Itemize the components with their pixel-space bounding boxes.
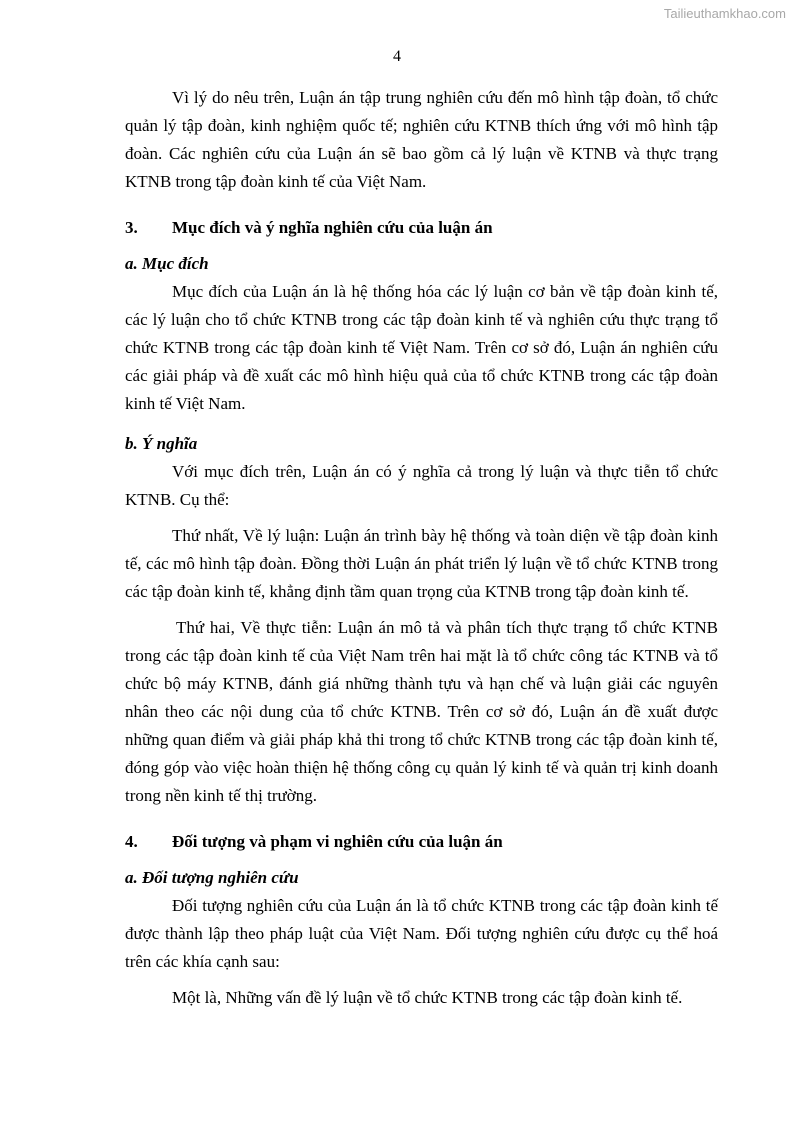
section-3b-second-paragraph: Thứ hai, Về thực tiễn: Luận án mô tả và phân tích thực trạng tổ chức KTNB trong các tập đoàn kinh tế của Việt Nam trên hai mặt là tổ chức công tác KTNB và tổ chức bộ máy KTNB, đánh giá những thành tựu và hạn chế và luận giải các nguyên nhân theo các nội dung của tổ chức KTNB. Trên cơ sở đó, Luận án đề xuất được những quan điểm và giải pháp khả thi trong tổ chức KTNB trong các tập đoàn kinh tế, đóng góp vào việc hoàn thiện hệ thống công cụ quản lý kinh tế và quản trị kinh doanh trong nền kinh tế thị trường. — [125, 618, 718, 805]
section-3a-paragraph: Mục đích của Luận án là hệ thống hóa các lý luận cơ bản về tập đoàn kinh tế, các lý luận cho tổ chức KTNB trong các tập đoàn kinh tế và nghiên cứu thực trạng tổ chức KTNB trong các tập đoàn kinh tế Việt Nam. Trên cơ sở đó, Luận án nghiên cứu các giải pháp và đề xuất các mô hình hiệu quả của tổ chức KTNB trong các tập đoàn kinh tế Việt Nam. — [125, 282, 718, 413]
intro-paragraph: Vì lý do nêu trên, Luận án tập trung nghiên cứu đến mô hình tập đoàn, tổ chức quản lý tập đoàn, kinh nghiệm quốc tế; nghiên cứu KTNB thích ứng với mô hình tập đoàn. Các nghiên cứu của Luận án sẽ bao gồm cả lý luận về KTNB và thực trạng KTNB trong tập đoàn kinh tế của Việt Nam. — [125, 88, 718, 191]
document-body — [125, 84, 718, 1012]
watermark: Tailieuthamkhao.com — [663, 6, 786, 21]
section-4a-item-1: Một là, Những vấn đề lý luận về tổ chức KTNB trong các tập đoàn kinh tế. — [172, 988, 683, 1007]
section-4-title: Đối tượng và phạm vi nghiên cứu của luận án — [172, 832, 503, 851]
section-3b-first-paragraph: Thứ nhất, Về lý luận: Luận án trình bày hệ thống và toàn diện về tập đoàn kinh tế, các mô hình tập đoàn. Đồng thời Luận án phát triển lý luận về tổ chức KTNB trong các tập đoàn kinh tế, khẳng định tầm quan trọng của KTNB trong tập đoàn kinh tế. — [125, 526, 718, 601]
section-3-number: 3. — [125, 218, 138, 237]
section-3a-heading: a. Mục đích — [125, 254, 209, 273]
section-4-number: 4. — [125, 832, 138, 851]
section-4a-heading: a. Đối tượng nghiên cứu — [125, 868, 299, 887]
section-4a-paragraph: Đối tượng nghiên cứu của Luận án là tổ chức KTNB trong các tập đoàn kinh tế được thành lập theo pháp luật của Việt Nam. Đối tượng nghiên cứu được cụ thể hoá trên các khía cạnh sau: — [125, 896, 718, 971]
section-3b-heading: b. Ý nghĩa — [125, 434, 198, 453]
section-3b-intro-paragraph: Với mục đích trên, Luận án có ý nghĩa cả trong lý luận và thực tiễn tổ chức KTNB. Cụ thể: — [125, 462, 718, 509]
section-3-title: Mục đích và ý nghĩa nghiên cứu của luận án — [172, 218, 493, 237]
page-number: 4 — [393, 48, 401, 65]
section-4-heading — [125, 828, 718, 856]
section-3-heading — [125, 214, 718, 242]
